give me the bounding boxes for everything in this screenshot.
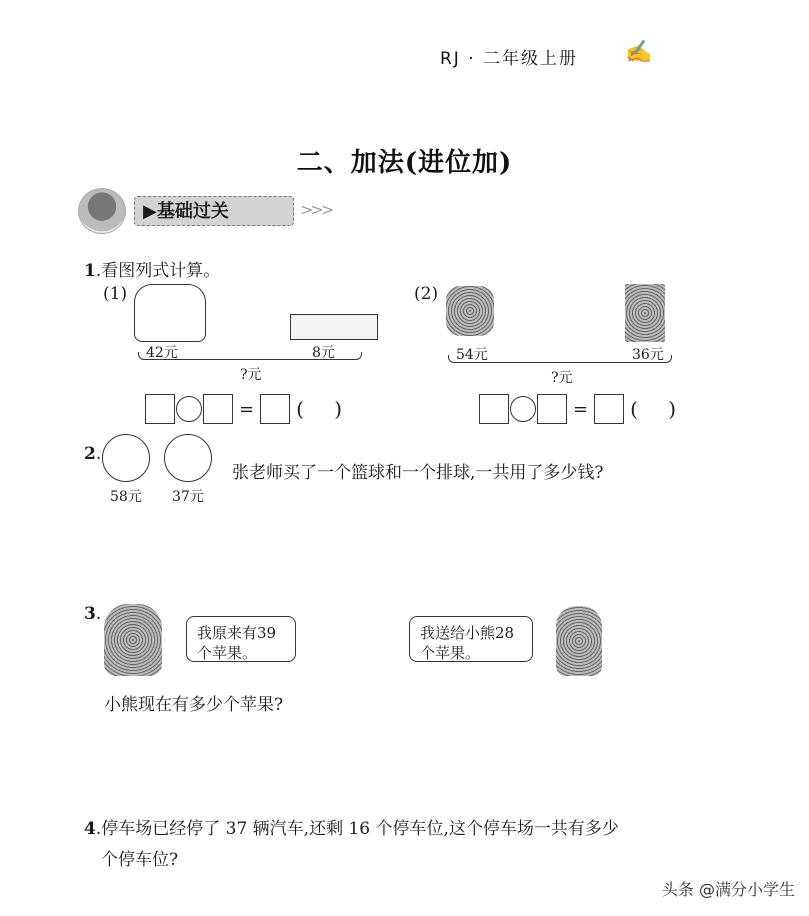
backpack-price: 42元 <box>146 345 178 361</box>
q1-part2-label: (2) <box>414 284 439 304</box>
answer-box[interactable] <box>537 394 567 424</box>
chevrons-icon: >>> <box>300 200 332 219</box>
book-header: RJ · 二年级上册 <box>440 49 579 69</box>
basketball-price: 58元 <box>110 489 142 505</box>
volleyball-price: 37元 <box>172 489 204 505</box>
question-2-number: 2. <box>84 444 102 464</box>
bear-icon <box>104 604 162 676</box>
volleyball-icon <box>164 434 212 482</box>
bear-speech-bubble: 我原来有39 个苹果。 <box>186 616 296 662</box>
monkey-icon <box>556 606 602 676</box>
answer-box[interactable] <box>260 394 290 424</box>
answer-box[interactable] <box>145 394 175 424</box>
total-brace <box>138 352 362 360</box>
section-banner-label: ▶基础过关 <box>134 196 294 226</box>
pants-icon <box>625 284 665 342</box>
q1-part1-equation: = ( ) <box>145 394 342 424</box>
total-unknown: ?元 <box>240 367 262 383</box>
answer-box[interactable] <box>594 394 624 424</box>
question-3-number: 3. <box>84 604 102 624</box>
pencil-box-price: 8元 <box>312 345 335 361</box>
monkey-speech-bubble: 我送给小熊28 个苹果。 <box>409 616 533 662</box>
total-brace <box>448 355 672 363</box>
operator-circle[interactable] <box>176 396 202 422</box>
q1-part1-label: (1) <box>103 284 128 304</box>
question-2-text: 张老师买了一个篮球和一个排球,一共用了多少钱? <box>232 463 604 483</box>
total-unknown: ?元 <box>551 370 573 386</box>
unit-blank[interactable]: ( ) <box>296 397 343 421</box>
page-title: 二、加法(进位加) <box>296 148 513 178</box>
unit-blank[interactable]: ( ) <box>630 397 677 421</box>
q1-part2-equation: = ( ) <box>479 394 676 424</box>
question-1-heading: 1.看图列式计算。 <box>84 261 221 281</box>
hand-pointer-icon: ✍ <box>625 40 653 65</box>
pencil-box-icon <box>290 314 378 340</box>
shirt-icon <box>446 286 494 336</box>
watermark: 头条 @满分小学生 <box>661 880 795 899</box>
pants-price: 36元 <box>632 347 664 363</box>
shirt-price: 54元 <box>456 347 488 363</box>
basketball-icon <box>102 434 150 482</box>
question-3-text: 小熊现在有多少个苹果? <box>104 695 284 715</box>
operator-circle[interactable] <box>510 396 536 422</box>
question-4-line2: 个停车位? <box>101 850 179 870</box>
answer-box[interactable] <box>479 394 509 424</box>
backpack-icon <box>134 284 206 342</box>
answer-box[interactable] <box>203 394 233 424</box>
question-4-line1: 4.停车场已经停了 37 辆汽车,还剩 16 个停车位,这个停车场一共有多少 <box>84 819 619 839</box>
tree-icon <box>78 188 126 234</box>
